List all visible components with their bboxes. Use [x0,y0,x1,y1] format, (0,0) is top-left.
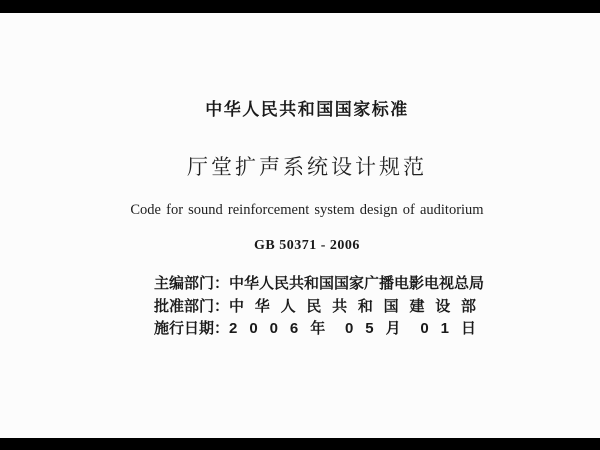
document-title-en: Code for sound reinforcement system design of auditorium [130,202,484,218]
detail-label: 批准部门： [154,297,230,315]
standard-number: GB 50371 - 2006 [254,238,360,253]
detail-label: 主编部门： [154,275,230,292]
standard-label: 中华人民共和国国家标准 [205,100,409,119]
detail-line-implementation-date [154,318,476,341]
detail-line-approving-dept [154,296,476,319]
detail-value: 中华人民共和国国家广播电影电视总局 [229,275,485,292]
detail-line-chief-editing-dept [154,273,485,296]
letterbox-bottom-bar [0,438,600,450]
document-title-zh: 厅堂扩声系统设计规范 [187,155,427,179]
detail-value: 中 华 人 民 共 和 国 建 设 部 [229,297,476,315]
publication-details [154,273,485,341]
letterbox-top-bar [0,0,600,13]
detail-label: 施行日期： [154,320,230,337]
detail-value: 2 0 0 6 年 0 5 月 0 1 日 [229,320,476,337]
